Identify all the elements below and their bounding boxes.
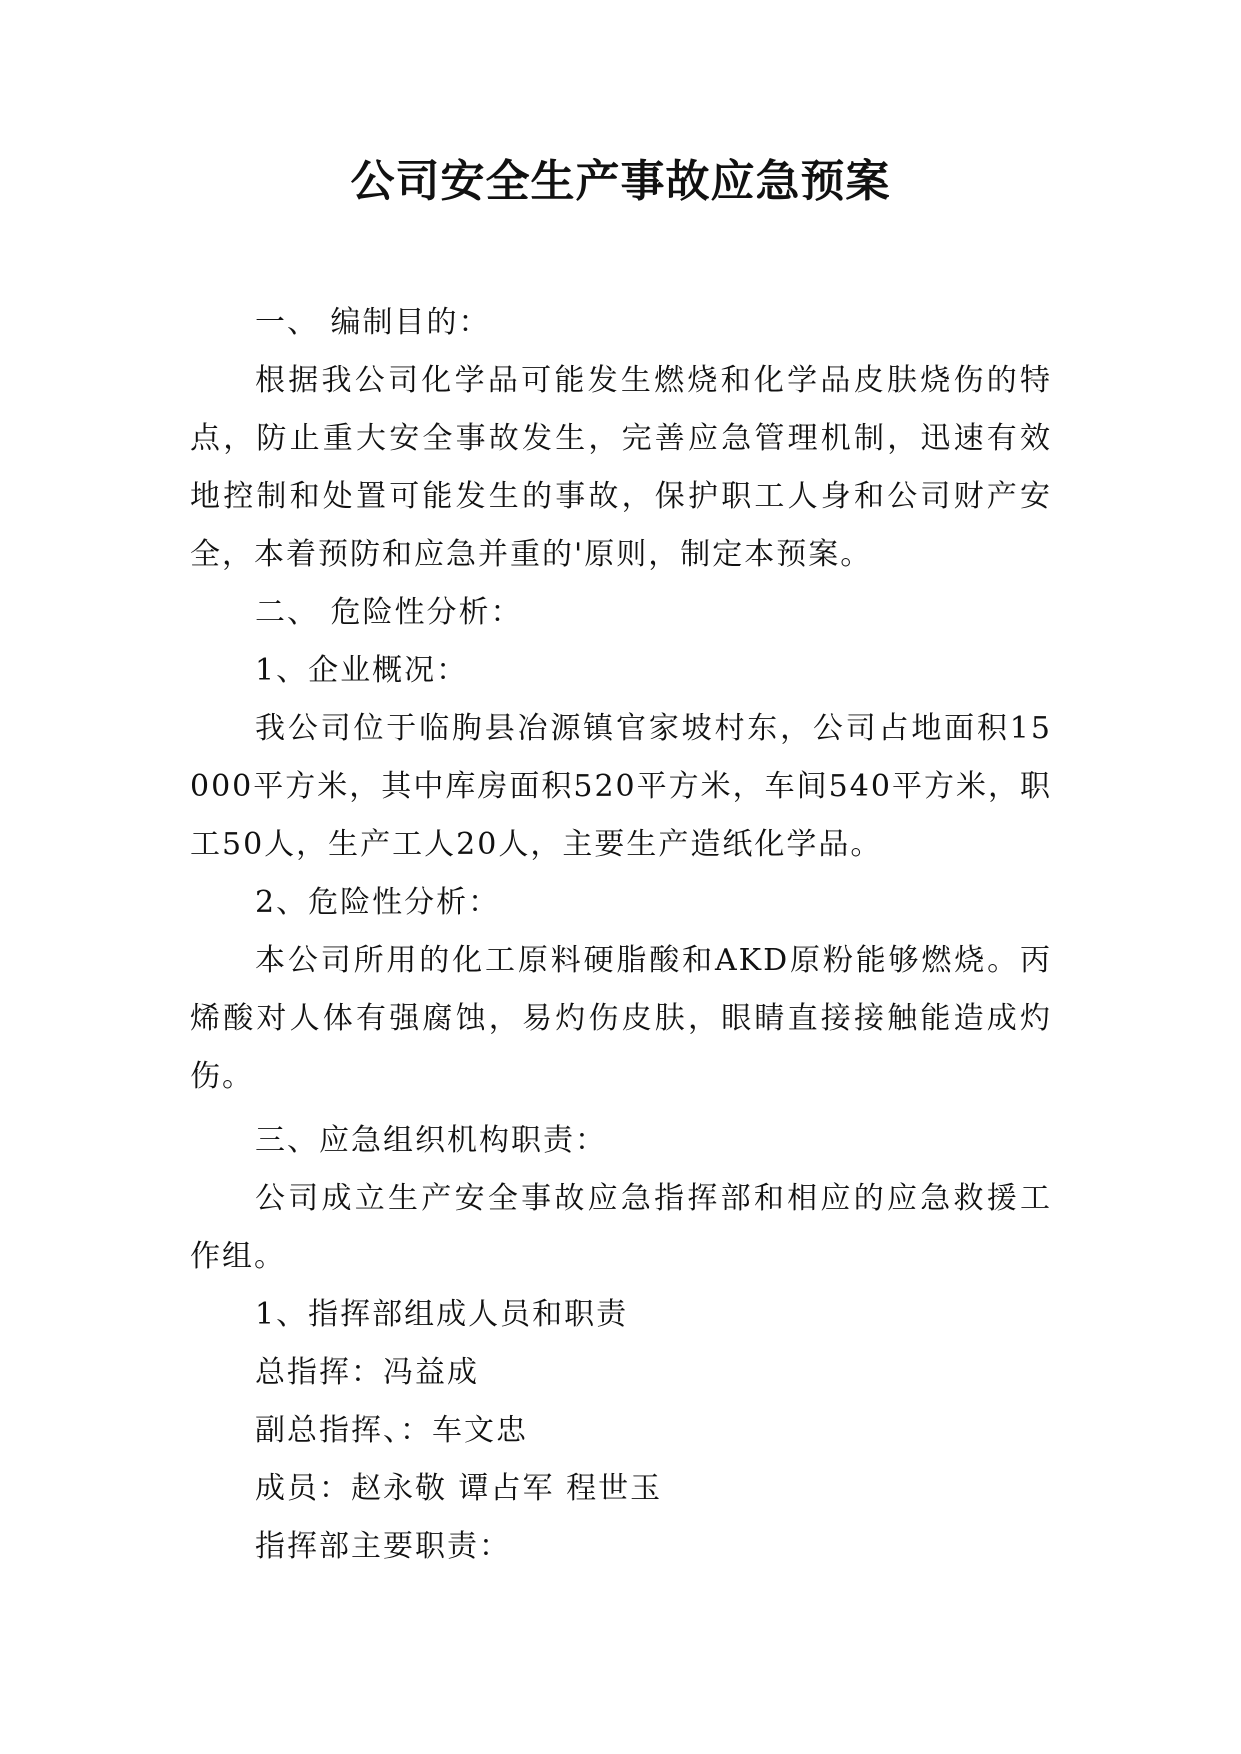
subheading-command-members: 1、指挥部组成人员和职责 — [255, 1297, 629, 1332]
section-heading-purpose: 一、 编制目的： — [255, 305, 491, 340]
subheading-company-overview: 1、企业概况： — [255, 653, 469, 688]
paragraph-purpose: 根据我公司化学品可能发生燃烧和化学品皮肤烧伤的特点，防止重大安全事故发生，完善应急管理机制，迅速有效地控制和处置可能发生的事故，保护职工人身和公司财产安全，本着预防和应急并重的'原则，制定本预案。 — [190, 363, 1052, 572]
subheading-hazard-analysis: 2、危险性分析： — [255, 885, 501, 920]
document-title: 公司安全生产事故应急预案 — [350, 156, 891, 207]
paragraph-organization: 公司成立生产安全事故应急指挥部和相应的应急救援工作组。 — [190, 1181, 1052, 1274]
line-members: 成员：赵永敬 谭占军 程世玉 — [255, 1471, 663, 1506]
section-heading-organization: 三、应急组织机构职责： — [255, 1123, 607, 1158]
paragraph-company-overview: 我公司位于临朐县冶源镇官家坡村东，公司占地面积15000平方米，其中库房面积520平方米，车间540平方米，职工50人，生产工人20人，主要生产造纸化学品。 — [190, 711, 1052, 862]
document-body — [190, 294, 1052, 1576]
line-deputy-commander: 副总指挥、：车文忠 — [255, 1413, 528, 1448]
line-command-duties: 指挥部主要职责： — [255, 1529, 511, 1564]
line-commander: 总指挥：冯益成 — [255, 1355, 479, 1390]
section-heading-hazard-analysis: 二、 危险性分析： — [255, 595, 523, 630]
paragraph-hazard-analysis: 本公司所用的化工原料硬脂酸和AKD原粉能够燃烧。丙烯酸对人体有强腐蚀，易灼伤皮肤，眼睛直接接触能造成灼伤。 — [190, 943, 1052, 1094]
